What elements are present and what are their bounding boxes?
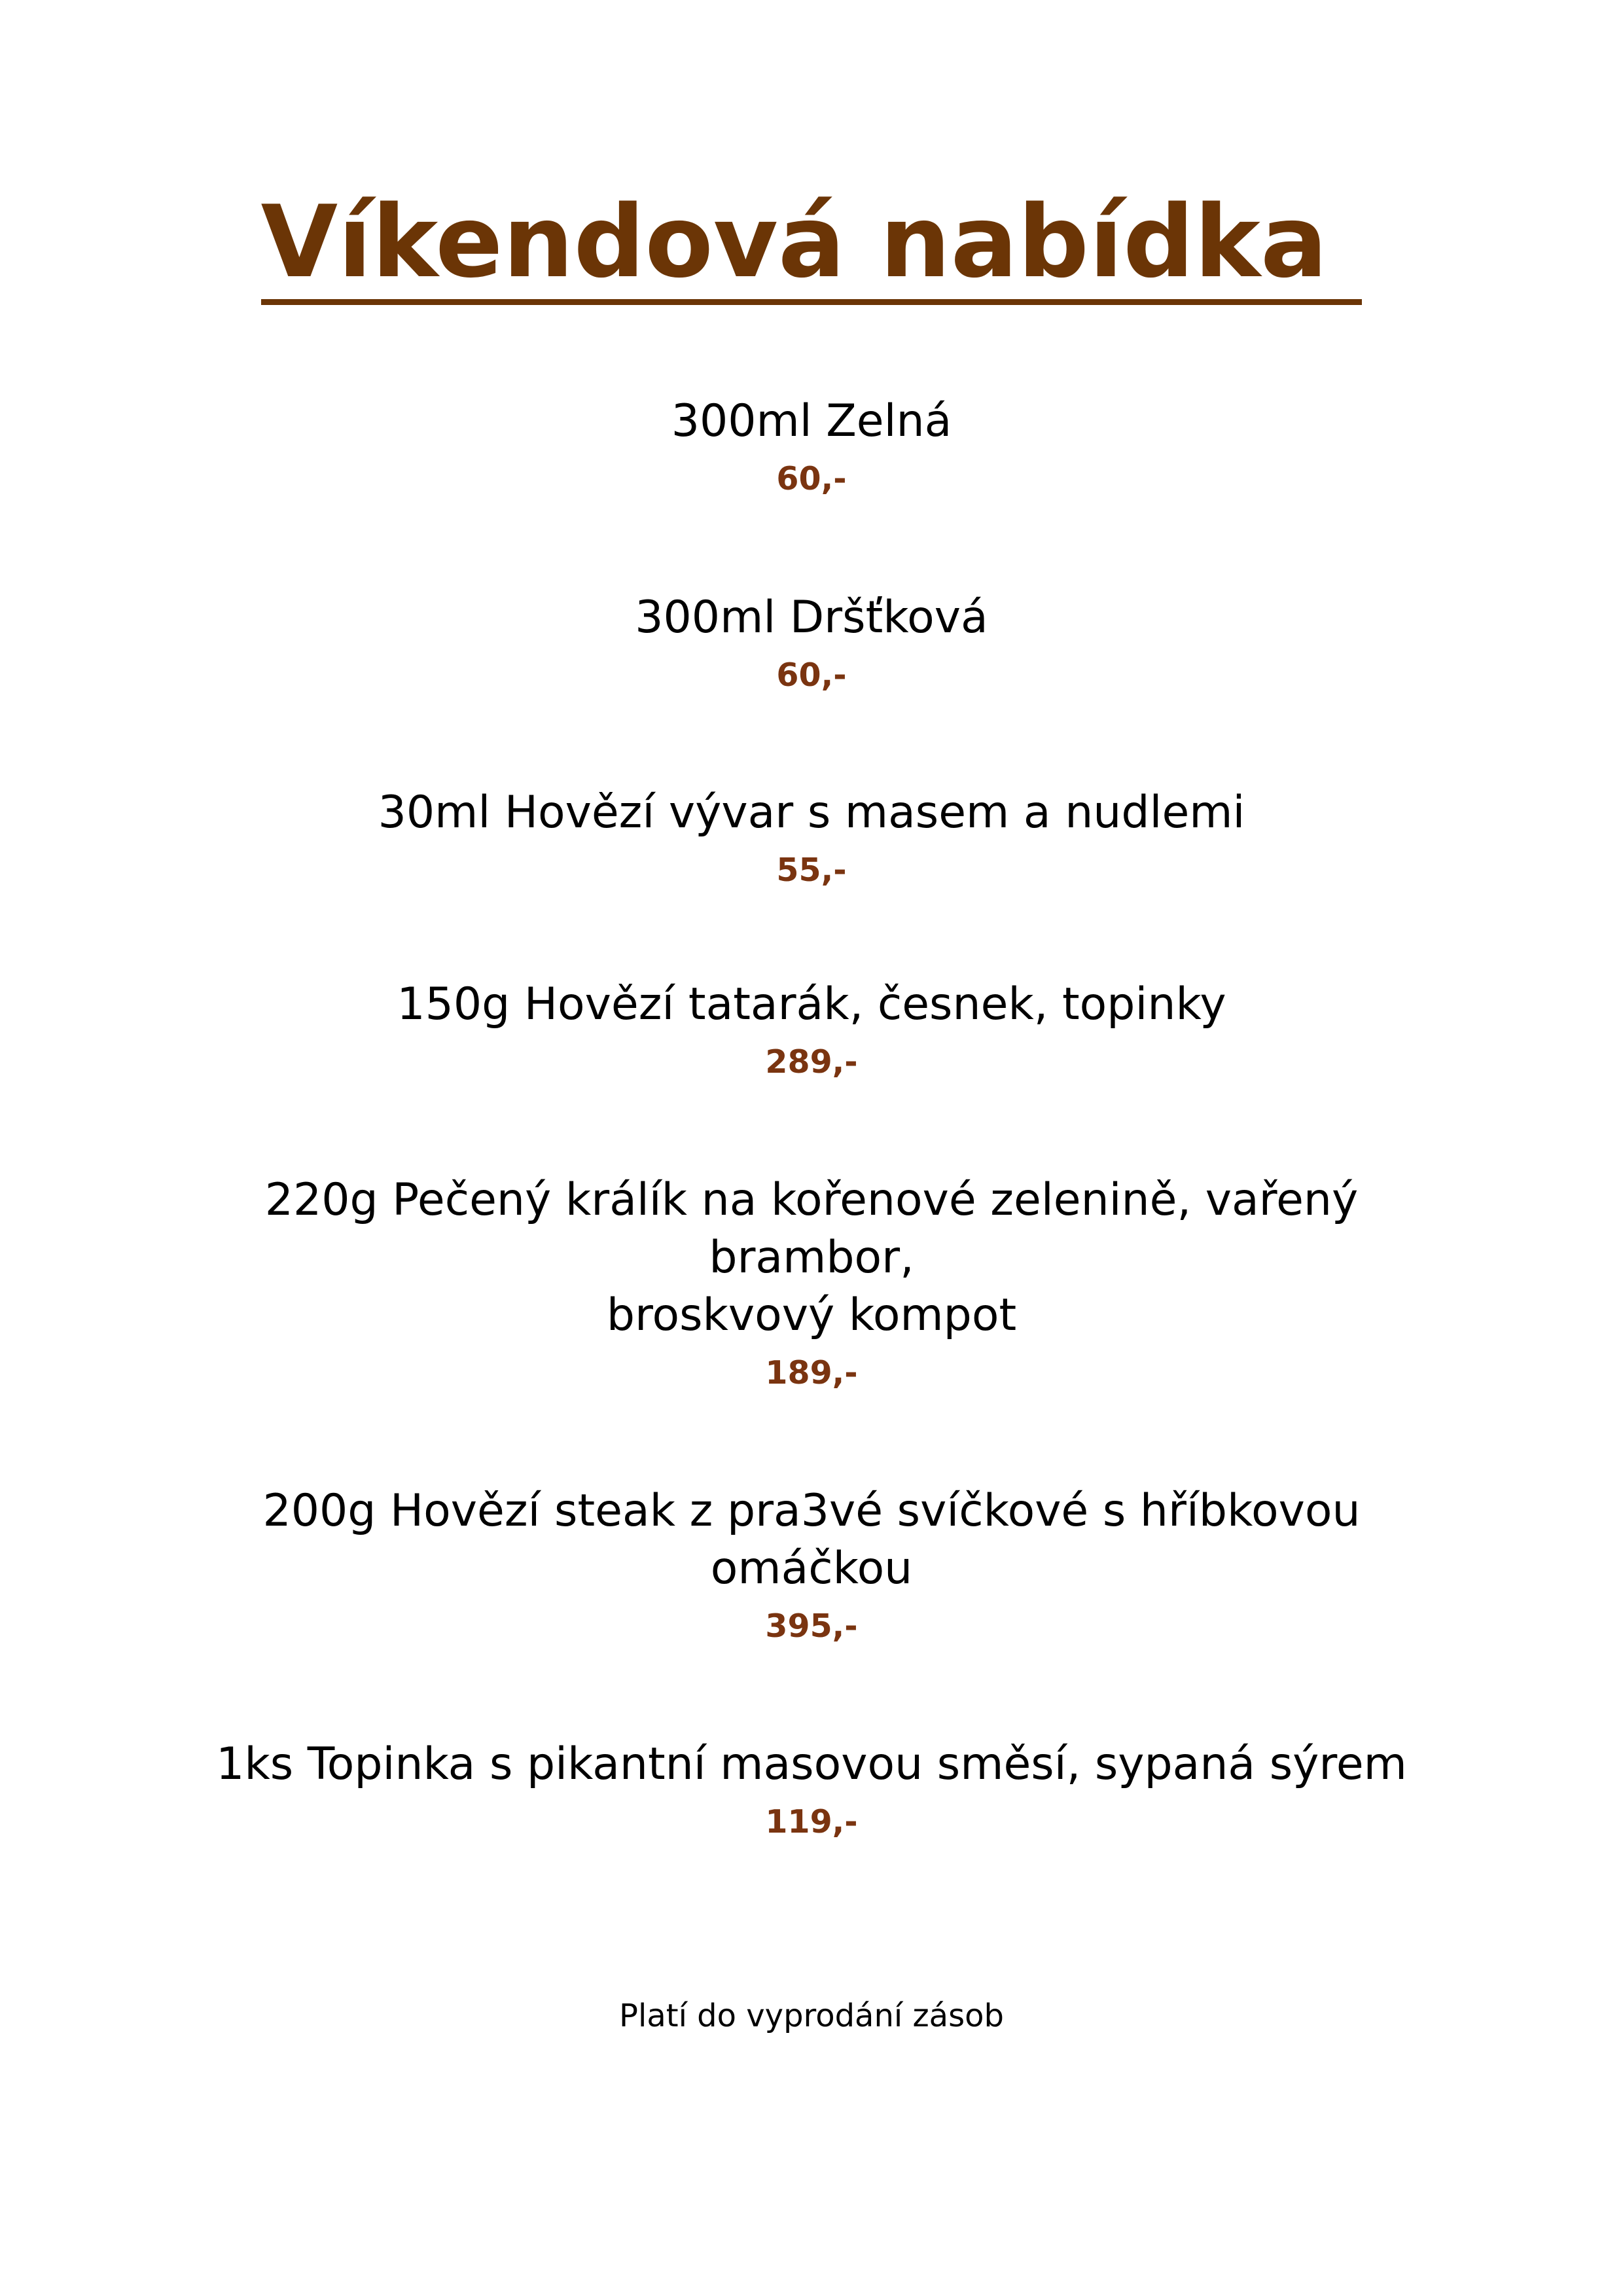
menu-item-name: [0, 1482, 1623, 1598]
menu-item: [0, 784, 1623, 890]
menu-item-name-line: broskvový kompot: [606, 1289, 1017, 1341]
menu-item-price: 119,-: [765, 1803, 858, 1840]
menu-item-name-line: 200g Hovězí steak z pra3vé svíčkové s hříbkovou: [262, 1485, 1361, 1537]
menu-item-name-line: brambor,: [709, 1232, 914, 1283]
menu-item-name-line: 300ml Dršťková: [635, 592, 988, 643]
menu-item-name: [0, 1172, 1623, 1344]
menu-item-name-line: 1ks Topinka s pikantní masovou směsí, sypaná sýrem: [216, 1738, 1407, 1790]
menu-item: [0, 1172, 1623, 1393]
menu-item-name-line: 220g Pečený králík na kořenové zelenině, vařený: [264, 1174, 1359, 1226]
menu-item-name: [0, 589, 1623, 647]
menu-item: [0, 589, 1623, 695]
menu-item-price: 60,-: [776, 460, 847, 497]
menu-item-price: 55,-: [776, 852, 847, 889]
page-title-text: Víkendová nabídka: [261, 187, 1363, 305]
menu-item-name-line: 300ml Zelná: [671, 395, 952, 447]
menu-item: [0, 393, 1623, 499]
menu-item-name: [0, 393, 1623, 450]
menu-item-name-line: 30ml Hovězí vývar s masem a nudlemi: [378, 787, 1245, 838]
menu-item-price: 60,-: [776, 656, 847, 694]
menu-item: [0, 976, 1623, 1082]
footer-note: Platí do vyprodání zásob: [619, 1998, 1004, 2034]
menu-item: [0, 1482, 1623, 1646]
menu-item-name: [0, 1736, 1623, 1793]
page-title: [0, 184, 1623, 305]
menu-item-price: 289,-: [765, 1043, 858, 1081]
menu-item-name-line: omáčkou: [710, 1543, 913, 1594]
menu-item-price: 189,-: [765, 1354, 858, 1391]
menu-item: [0, 1736, 1623, 1842]
menu-item-price: 395,-: [765, 1607, 858, 1645]
menu-item-name: [0, 784, 1623, 842]
menu-item-name: [0, 976, 1623, 1033]
menu-item-name-line: 150g Hovězí tatarák, česnek, topinky: [397, 978, 1226, 1030]
